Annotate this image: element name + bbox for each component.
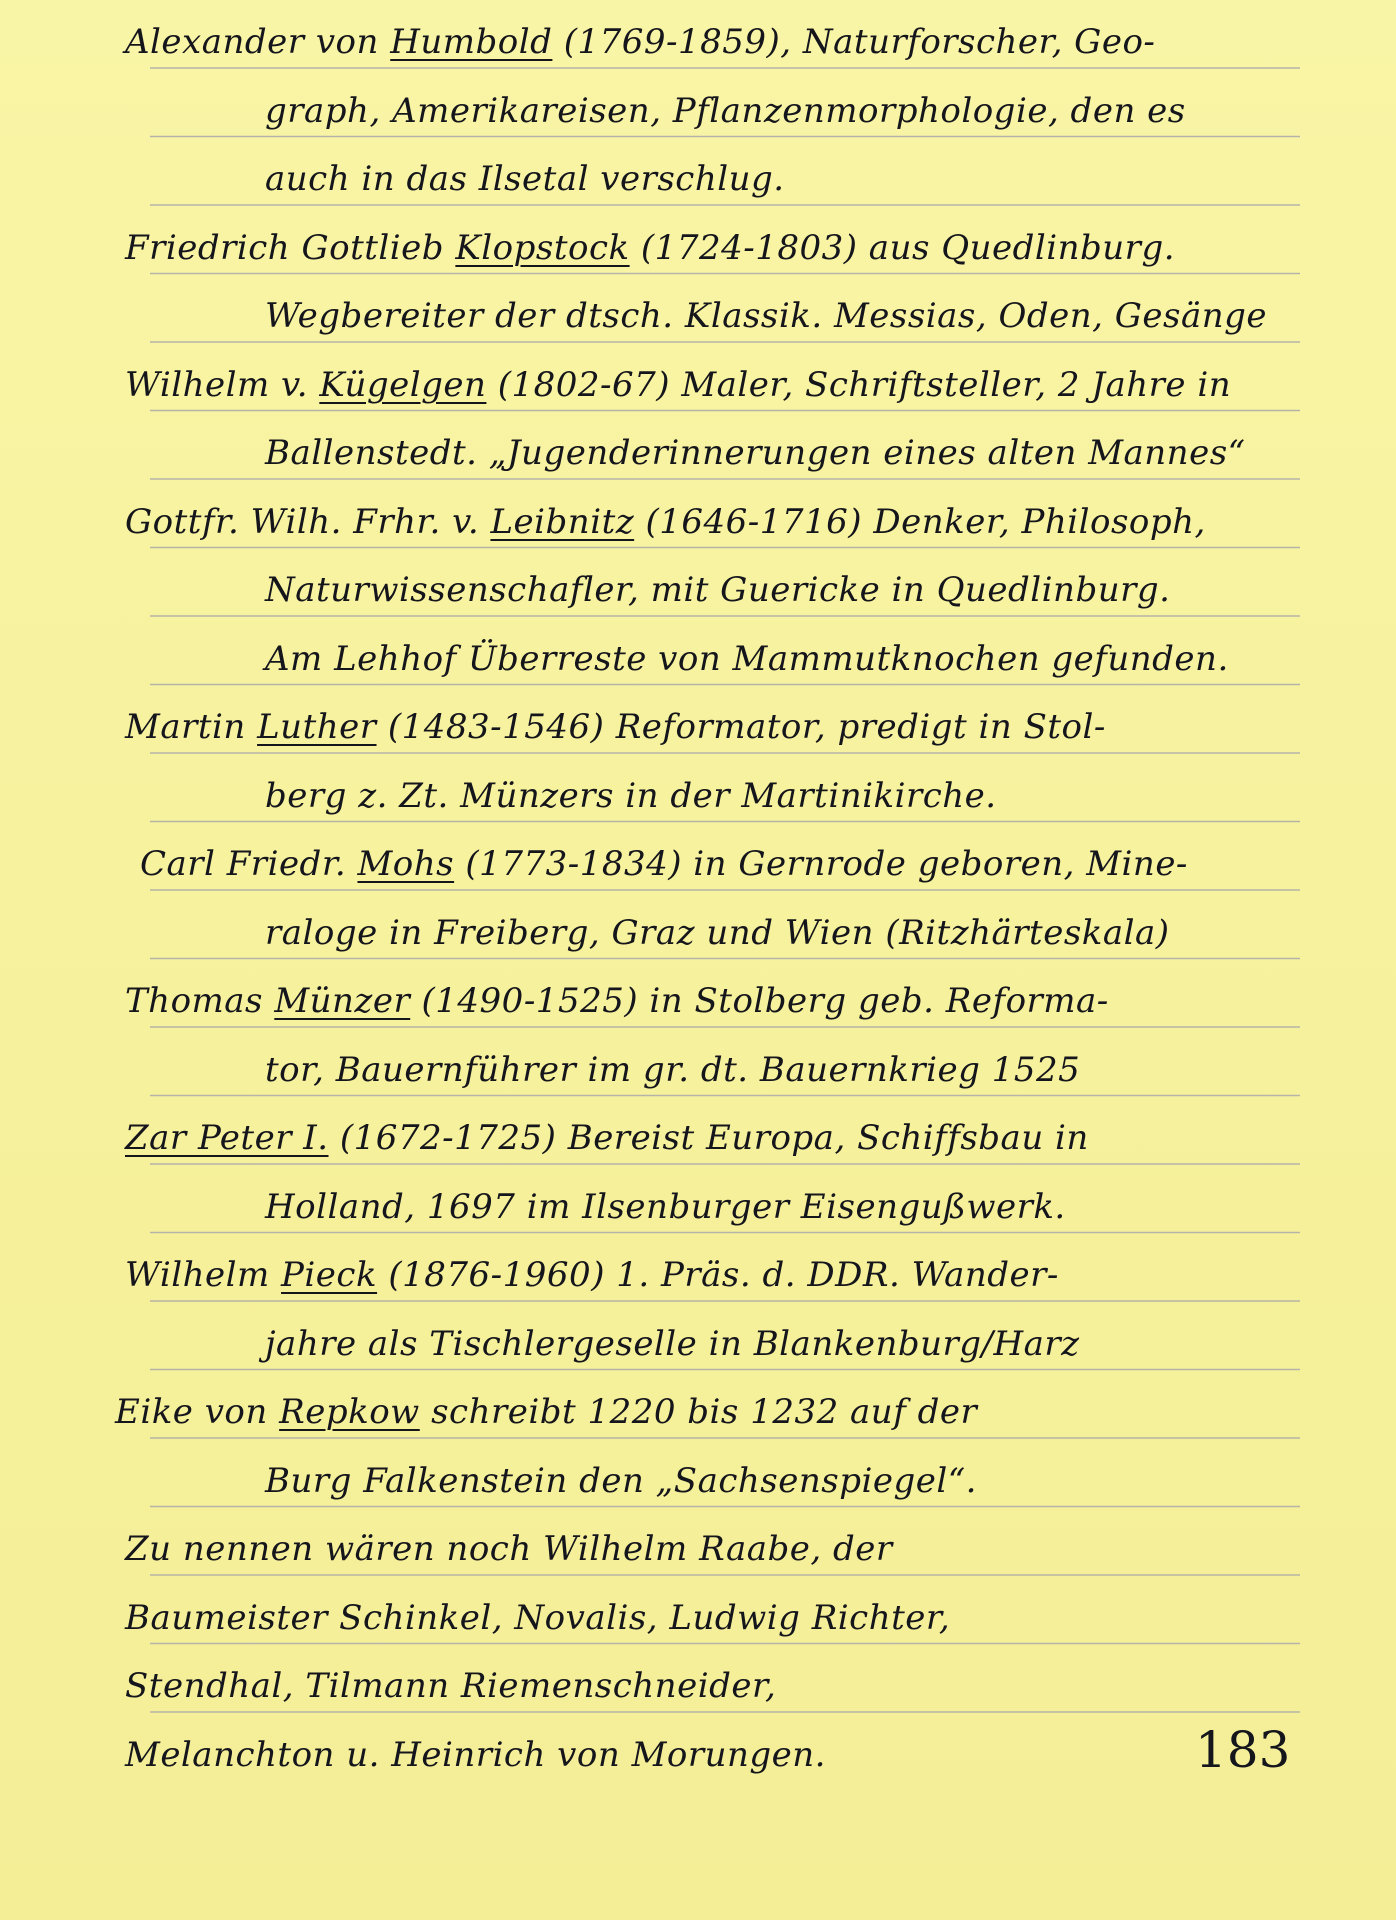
- line-text: Carl Friedr.: [140, 844, 358, 884]
- line-text: Ballenstedt. „Jugenderinnerungen eines alten Mannes“: [265, 433, 1246, 473]
- line-text: schreibt 1220 bis 1232 auf der: [419, 1392, 978, 1432]
- person-name: Zar Peter I.: [125, 1118, 329, 1158]
- entry-line: [265, 911, 1170, 955]
- line-text: jahre als Tischlergeselle in Blankenburg/Harz: [265, 1323, 1080, 1364]
- line-text: Friedrich Gottlieb: [125, 227, 456, 268]
- entry-line: [265, 294, 1267, 338]
- line-text: (1672-1725) Bereist Europa, Schiffsbau in: [328, 1118, 1089, 1158]
- line-text: tor, Bauernführer im gr. dt. Bauernkrieg 1525: [265, 1049, 1081, 1090]
- person-name: Repkow: [279, 1392, 420, 1432]
- person-name: Kügelgen: [319, 364, 487, 405]
- line-text: (1876-1960) 1. Präs. d. DDR. Wander-: [377, 1255, 1059, 1295]
- line-text: Baumeister Schinkel, Novalis, Ludwig Richter,: [125, 1597, 951, 1638]
- line-text: (1490-1525) in Stolberg geb. Reforma-: [410, 981, 1109, 1021]
- line-text: Naturwissenschafler, mit Guericke in Quedlinburg.: [265, 570, 1171, 610]
- entry-line: [265, 89, 1186, 133]
- entry-line: [265, 774, 997, 818]
- line-text: Wilhelm: [125, 1255, 282, 1295]
- line-text: Eike von: [115, 1392, 280, 1432]
- entry-line: [265, 1185, 1066, 1229]
- line-text: (1769-1859), Naturforscher, Geo-: [552, 22, 1156, 62]
- line-text: Am Lehhof Überreste von Mammutknochen gefunden.: [265, 638, 1229, 679]
- entry-line-first: [115, 1390, 977, 1434]
- person-name: Klopstock: [455, 227, 630, 268]
- entry-line: [125, 1596, 950, 1640]
- line-text: Thomas: [125, 981, 275, 1021]
- page-number: 183: [1195, 1721, 1291, 1779]
- line-text: berg z. Zt. Münzers in der Martinikirche.: [265, 775, 997, 816]
- entry-line-first: [125, 1116, 1089, 1160]
- line-text: Zu nennen wären noch Wilhelm Raabe, der: [125, 1529, 893, 1569]
- entry-line: [265, 1322, 1080, 1366]
- person-name: Humbold: [390, 22, 553, 62]
- line-text: graph, Amerikareisen, Pflanzenmorphologie, den es: [265, 90, 1186, 131]
- entry-line: [125, 1664, 776, 1708]
- line-text: raloge in Freiberg, Graz und Wien (Ritzhärteskala): [265, 912, 1170, 953]
- entry-line-first: [125, 1253, 1059, 1297]
- line-text: (1802-67) Maler, Schriftsteller, 2 Jahre in: [486, 364, 1232, 405]
- line-text: Gottfr. Wilh. Frhr. v.: [125, 501, 491, 542]
- entry-line-first: [125, 705, 1106, 749]
- entry-line: [265, 157, 785, 201]
- person-name: Luther: [257, 707, 377, 747]
- entry-line: [265, 1048, 1080, 1092]
- line-text: (1483-1546) Reformator, predigt in Stol-: [376, 707, 1106, 747]
- entry-line-first: [125, 20, 1155, 64]
- entry-line: [265, 637, 1229, 681]
- entry-line-first: [125, 979, 1109, 1023]
- line-text: Melanchton u. Heinrich von Morungen.: [125, 1734, 826, 1775]
- entry-line-first: [125, 500, 1206, 544]
- entry-line: [125, 1733, 826, 1777]
- line-text: (1646-1716) Denker, Philosoph,: [634, 501, 1206, 542]
- entry-line: [265, 1459, 977, 1503]
- entry-line: [265, 568, 1170, 612]
- line-text: Wegbereiter der dtsch. Klassik. Messias, Oden, Gesänge: [265, 296, 1268, 336]
- line-text: Holland, 1697 im Ilsenburger Eisengußwerk.: [265, 1186, 1066, 1227]
- line-text: Alexander von: [125, 22, 391, 62]
- line-text: auch in das Ilsetal verschlug.: [265, 159, 785, 199]
- entry-line-first: [125, 226, 1175, 270]
- line-text: Martin: [125, 707, 258, 747]
- line-text: Wilhelm v.: [125, 364, 320, 405]
- entry-line-first: [125, 363, 1231, 407]
- person-name: Pieck: [281, 1255, 378, 1295]
- entry-line-first: [140, 842, 1188, 886]
- line-text: (1773-1834) in Gernrode geboren, Mine-: [454, 844, 1188, 884]
- person-name: Mohs: [357, 844, 455, 884]
- line-text: Stendhal, Tilmann Riemenschneider,: [125, 1666, 777, 1706]
- person-name: Leibnitz: [490, 501, 635, 542]
- person-name: Münzer: [274, 981, 411, 1021]
- line-text: (1724-1803) aus Quedlinburg.: [629, 227, 1176, 268]
- line-text: Burg Falkenstein den „Sachsenspiegel“.: [265, 1460, 977, 1501]
- entry-line: [265, 431, 1246, 475]
- entry-line-first: [125, 1527, 893, 1571]
